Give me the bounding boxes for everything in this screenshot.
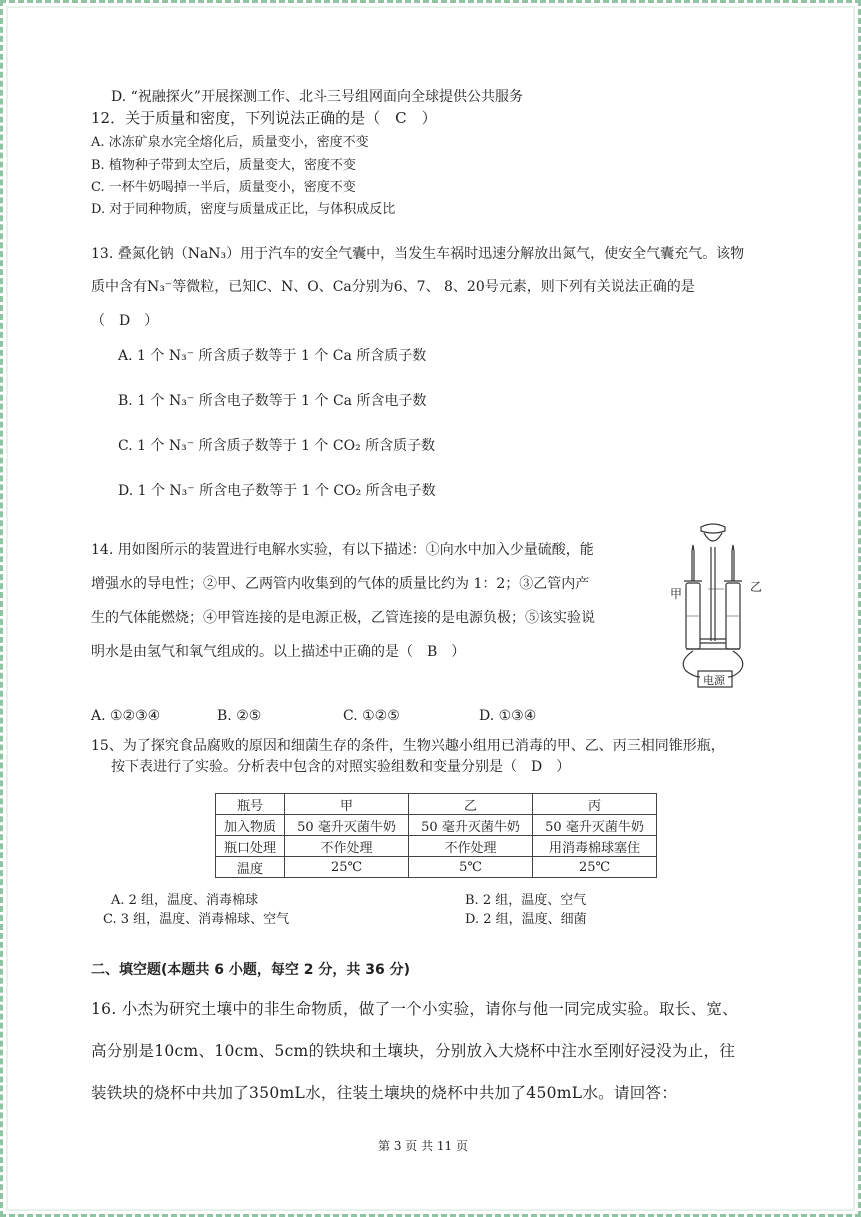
table-cell: 用消毒棉球塞住 [533,836,657,857]
q15-option-d: D. 2 组，温度、细菌 [465,912,587,927]
q16-line3: 装铁块的烧杯中共加了350mL水，往装土壤块的烧杯中共加了450mL水。请回答： [91,1084,678,1102]
q16-line1: 16. 小杰为研究土壤中的非生命物质，做了一个小实验，请你与他一同完成实验。取长、宽、 [91,1000,738,1018]
q12-option-c: C. 一杯牛奶喝掉一半后，质量变小，密度不变 [91,180,356,195]
table-row [216,836,657,857]
q14-option-d: D. ①③④ [479,708,537,724]
q11-option-d: D. “祝融探火”开展探测工作、北斗三号组网面向全球提供公共服务 [111,89,523,105]
table-cell: 不作处理 [285,836,409,857]
q13-option-a: A. 1 个 N₃⁻ 所含质子数等于 1 个 Ca 所含质子数 [118,348,427,364]
q14-line3: 生的气体能燃烧；④甲管连接的是电源正极，乙管连接的是电源负极；⑤该实验说 [91,610,595,626]
q14-option-c: C. ①②⑤ [343,708,400,724]
table-header-cell: 丙 [533,794,657,815]
q13-option-d: D. 1 个 N₃⁻ 所含电子数等于 1 个 CO₂ 所含电子数 [118,483,436,499]
q15-line2: 按下表进行了实验。分析表中包含的对照实验组数和变量分别是（ D ） [111,759,571,775]
label-yi: 乙 [750,580,763,594]
q12-option-d: D. 对于同种物质，密度与质量成正比，与体积成反比 [91,202,396,217]
q14-line1: 14. 用如图所示的装置进行电解水实验，有以下描述：①向水中加入少量硫酸，能 [91,542,594,558]
q15-table [215,793,657,878]
q12-option-b: B. 植物种子带到太空后，质量变大，密度不变 [91,158,356,173]
table-cell: 25℃ [285,857,409,878]
electrolysis-apparatus-figure [668,521,768,693]
table-header-row [216,794,657,815]
q14-line4: 明水是由氢气和氧气组成的。以上描述中正确的是（ B ） [91,644,466,660]
table-cell: 瓶口处理 [216,836,285,857]
q13-option-b: B. 1 个 N₃⁻ 所含电子数等于 1 个 Ca 所含电子数 [118,393,427,409]
q15-option-c: C. 3 组，温度、消毒棉球、空气 [103,912,290,927]
q12-option-a: A. 冰冻矿泉水完全熔化后，质量变小，密度不变 [91,135,369,150]
funnel-top-shape [701,524,725,533]
table-cell: 50 毫升灭菌牛奶 [409,815,533,836]
label-jia: 甲 [670,587,683,601]
table-cell: 5℃ [409,857,533,878]
q12-stem: 12．关于质量和密度，下列说法正确的是（ C ） [91,109,437,127]
q13-option-c: C. 1 个 N₃⁻ 所含质子数等于 1 个 CO₂ 所含质子数 [118,438,436,454]
q16-line2: 高分别是10cm、10cm、5cm的铁块和土壤块，分别放入大烧杯中注水至刚好浸没为止，往 [91,1042,736,1060]
label-power: 电源 [703,674,725,687]
q15-option-b: B. 2 组，温度、空气 [465,893,587,908]
table-cell: 50 毫升灭菌牛奶 [533,815,657,836]
section-2-title: 二、填空题(本题共 6 小题，每空 2 分，共 36 分) [91,962,411,978]
q13-stem-line2: 质中含有N₃⁻等微粒，已知C、N、O、Ca分别为6、7、 8、20号元素，则下列有关说法正确的是 [91,279,695,295]
page-footer: 第 3 页 共 11 页 [378,1139,468,1153]
q15-line1: 15、为了探究食品腐败的原因和细菌生存的条件，生物兴趣小组用已消毒的甲、乙、丙三相同锥形瓶， [91,738,725,754]
table-header-cell: 乙 [409,794,533,815]
table-cell: 温度 [216,857,285,878]
q15-option-a: A. 2 组，温度、消毒棉球 [111,893,259,908]
q14-option-b: B. ②⑤ [217,708,262,724]
table-cell: 不作处理 [409,836,533,857]
table-header-cell: 瓶号 [216,794,285,815]
q14-line2: 增强水的导电性；②甲、乙两管内收集到的气体的质量比约为 1：2；③乙管内产 [91,576,590,592]
table-cell: 加入物质 [216,815,285,836]
q13-answer: （ D ） [91,313,159,329]
table-header-cell: 甲 [285,794,409,815]
q14-option-a: A. ①②③④ [91,708,161,724]
table-cell: 50 毫升灭菌牛奶 [285,815,409,836]
table-cell: 25℃ [533,857,657,878]
table-row [216,815,657,836]
table-row [216,857,657,878]
q13-stem-line1: 13. 叠氮化钠（NaN₃）用于汽车的安全气囊中，当发生车祸时迅速分解放出氮气，使安全气囊充气。该物 [91,246,745,262]
